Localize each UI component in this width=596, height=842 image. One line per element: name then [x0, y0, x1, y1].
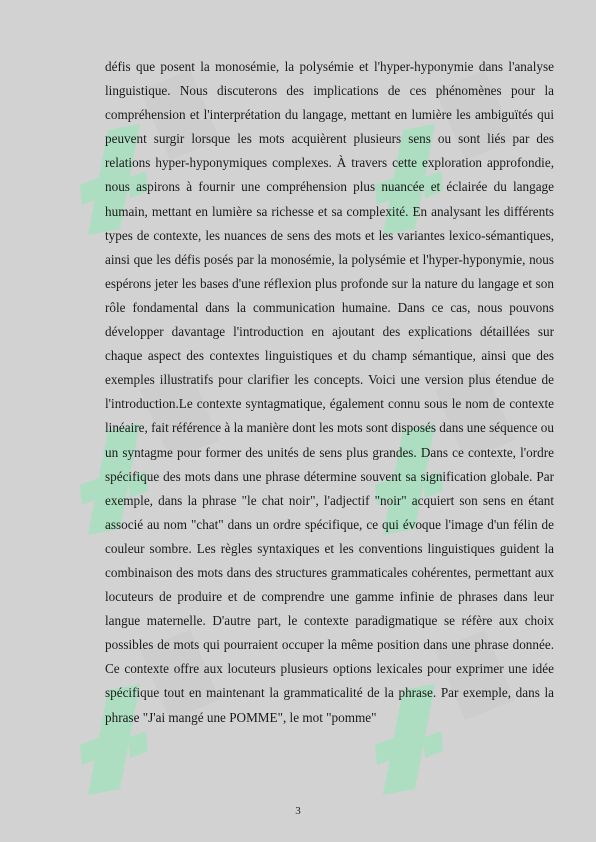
page-number: 3	[295, 805, 301, 817]
body-paragraph: défis que posent la monosémie, la polysémie et l'hyper-hyponymie dans l'analyse linguistique. Nous discuterons des implications de ces phénomènes pour la compréhension et l'interprétation du langage, mettant en lumière les ambiguïtés qui peuvent surgir lorsque les mots acquièrent plusieurs sens ou sont liés par des relations hyper-hyponymiques complexes. À travers cette exploration approfondie, nous aspirons à fournir une compréhension plus nuancée et éclairée du langage humain, mettant en lumière sa richesse et sa complexité. En analysant les différents types de contexte, les nuances de sens des mots et les variantes lexico-sémantiques, ainsi que les défis posés par la monosémie, la polysémie et l'hyper-hyponymie, nous espérons jeter les bases d'une réflexion plus profonde sur la nature du langage et son rôle fondamental dans la communication humaine. Dans ce cas, nous pouvons développer davantage l'introduction en ajoutant des explications détaillées sur chaque aspect des contextes linguistiques et du champ sémantique, ainsi que des exemples illustratifs pour clarifier les concepts. Voici une version plus étendue de l'introduction.Le contexte syntagmatique, également connu sous le nom de contexte linéaire, fait référence à la manière dont les mots sont disposés dans une séquence ou un syntagme pour former des unités de sens plus grandes. Dans ce contexte, l'ordre spécifique des mots dans une phrase détermine souvent sa signification globale. Par exemple, dans la phrase "le chat noir", l'adjectif "noir" acquiert son sens en étant associé au nom "chat" dans un ordre spécifique, ce qui évoque l'image d'un félin de couleur sombre. Les règles syntaxiques et les conventions linguistiques guident la combinaison des mots dans des structures grammaticales cohérentes, permettant aux locuteurs de produire et de comprendre une gamme infinie de phrases dans leur langue maternelle. D'autre part, le contexte paradigmatique se réfère aux choix possibles de mots qui pourraient occuper la même position dans une phrase donnée. Ce contexte offre aux locuteurs plusieurs options lexicales pour exprimer une idée spécifique tout en maintenant la grammaticalité de la phrase. Par exemple, dans la phrase "J'ai mangé une POMME", le mot "pomme"	[105, 59, 554, 725]
